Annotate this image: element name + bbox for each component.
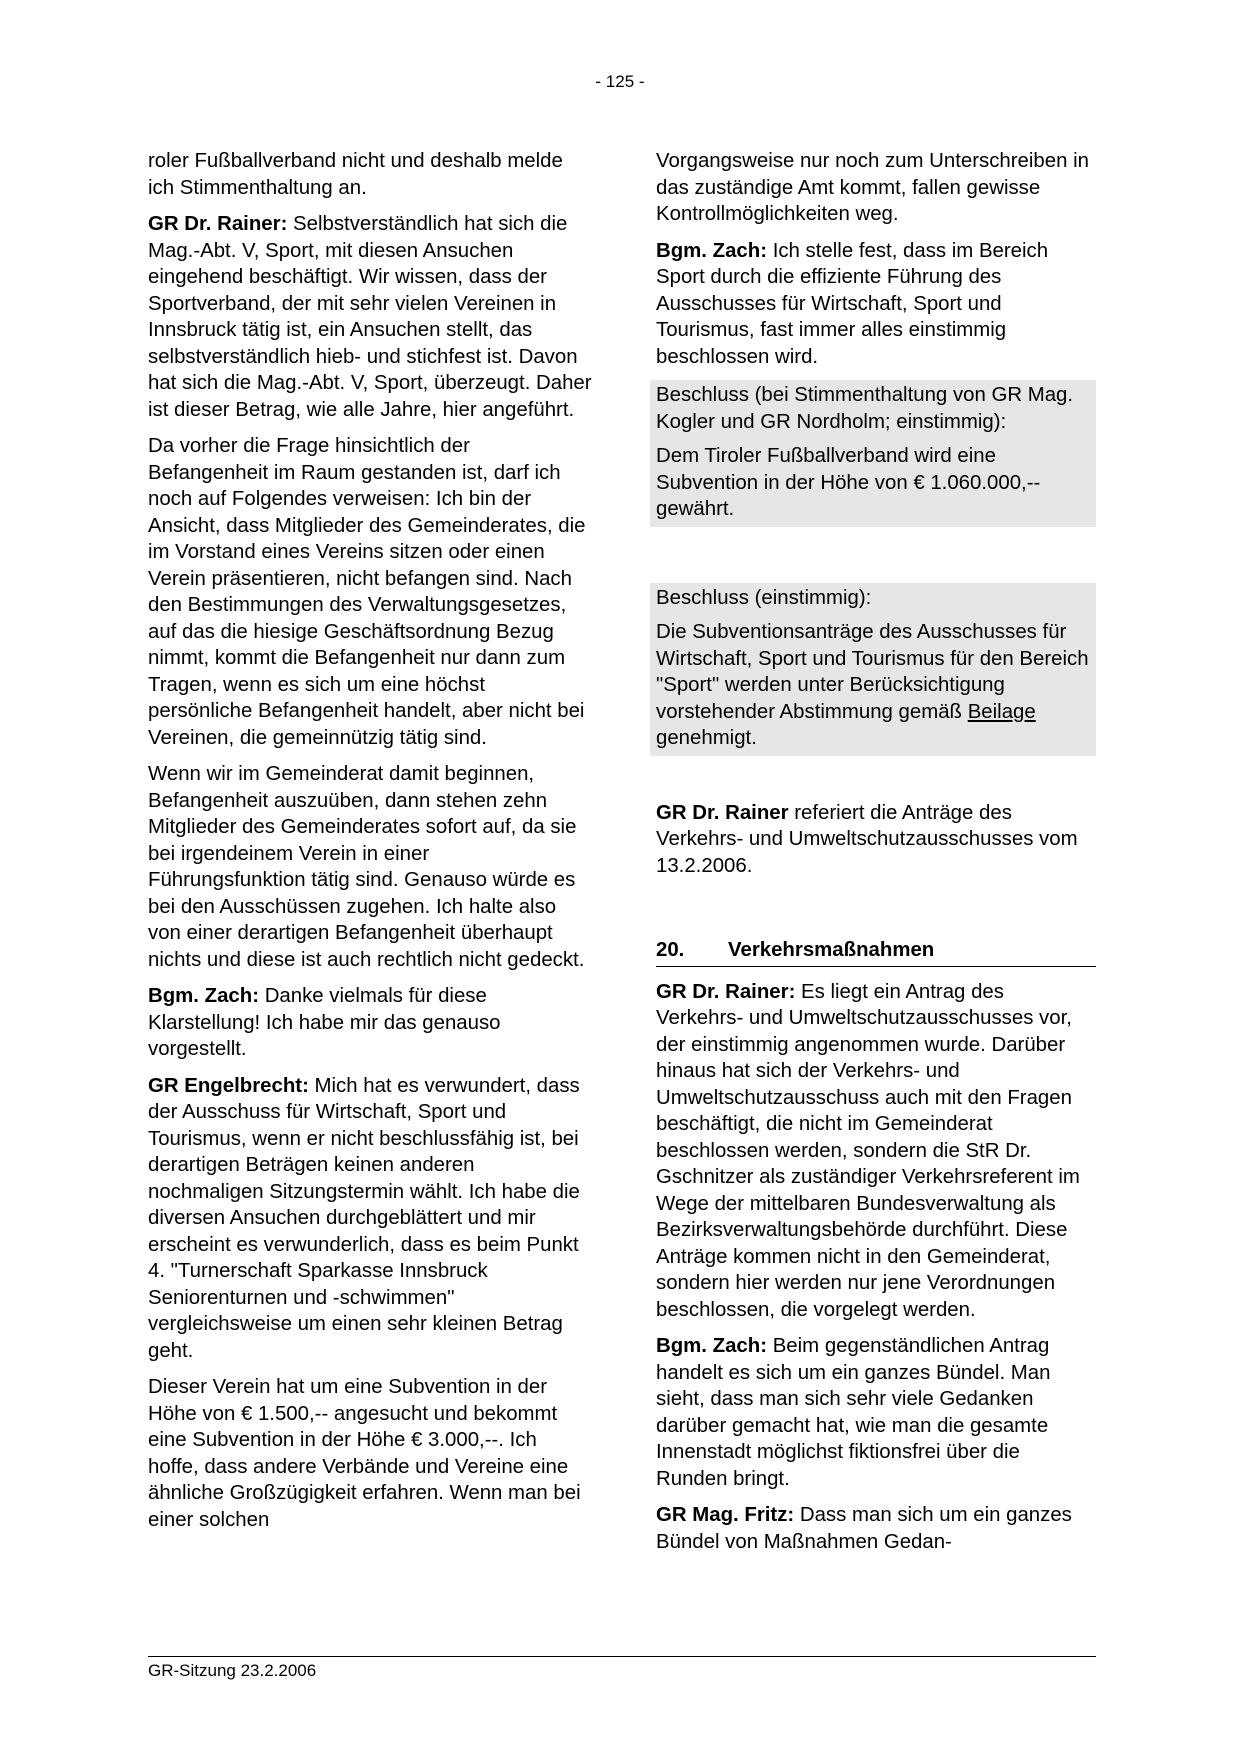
paragraph: GR Dr. Rainer referiert die Anträge des Verkehrs- und Umweltschutzausschusses vom 13.2.2006. (656, 801, 1078, 877)
paragraph: Bgm. Zach: Danke vielmals für diese Klarstellung! Ich habe mir das genauso vorgestellt. (148, 985, 501, 1060)
resolution-box (650, 583, 1096, 756)
section-number: 20. (656, 939, 685, 961)
footer-divider (148, 1656, 1096, 1657)
right-column (656, 148, 1096, 1565)
paragraph: GR Engelbrecht: Mich hat es verwundert, dass der Ausschuss für Wirtschaft, Sport und Tourismus, wenn er nicht beschlussfähig ist, bei derartigen Beträgen keinen anderen nochmaligen Sitzungstermin wählt. Ich habe die diversen Ansuchen durchgeblättert und mir erscheint es verwunderlich, dass es beim Punkt 4. "Turnerschaft Sparkasse Innsbruck Seniorenturnen und -schwimmen" vergleichsweise um einen sehr kleinen Betrag geht. (148, 1074, 580, 1362)
speaker-name: GR Dr. Rainer: (656, 980, 796, 1003)
resolution-title: Beschluss (einstimmig): (656, 586, 872, 609)
paragraph: roler Fußballverband nicht und deshalb melde ich Stimmenthaltung an. (148, 150, 563, 199)
speaker-name: Bgm. Zach: (148, 985, 260, 1007)
resolution-box (650, 380, 1096, 527)
speaker-name: GR Dr. Rainer (656, 801, 789, 824)
paragraph: Vorgangsweise nur noch zum Unterschreiben in das zuständige Amt kommt, fallen gewisse Kontrollmöglichkeiten weg. (656, 150, 1089, 225)
speaker-name: GR Engelbrecht: (148, 1074, 309, 1097)
paragraph: Wenn wir im Gemeinderat damit beginnen, Befangenheit auszuüben, dann stehen zehn Mitglieder des Gemeinderates sofort auf, da sie bei irgendeinem Verein in einer Führungsfunktion tätig sind. Genauso würde es bei den Ausschüssen zugehen. Ich halte also von einer derartigen Befangenheit überhaupt nichts und diese ist auch rechtlich nicht gedeckt. (148, 763, 585, 971)
page-number: - 125 - (595, 72, 645, 91)
section-heading (656, 937, 1096, 967)
speaker-name: GR Dr. Rainer: (148, 213, 288, 235)
beilage-link[interactable]: Beilage (967, 700, 1036, 723)
paragraph: GR Mag. Fritz: Dass man sich um ein ganzes Bündel von Maßnahmen Gedan- (656, 1504, 1072, 1553)
speaker-name: Bgm. Zach: (656, 1335, 768, 1357)
paragraph: GR Dr. Rainer: Es liegt ein Antrag des Verkehrs- und Umweltschutzausschusses vor, der einstimmig angenommen wurde. Darüber hinaus hat sich der Verkehrs- und Umweltschutzausschuss auch mit den Fragen beschäftigt, die nicht im Gemeinderat beschlossen werden, sondern die StR Dr. Gschnitzer als zuständiger Verkehrsreferent im Wege der mittelbaren Bundesverwaltung als Bezirksverwaltungsbehörde durchführt. Diese Anträge kommen nicht in den Gemeinderat, sondern hier werden nur jene Verordnungen beschlossen, die vorgelegt werden. (656, 980, 1080, 1321)
left-column (148, 148, 592, 1543)
resolution-text: Die Subventionsanträge des Ausschusses für Wirtschaft, Sport und Tourismus für den Bereich "Sport" werden unter Berücksichtigung vorstehender Abstimmung gemäß Beilage genehmigt. (656, 621, 1089, 749)
section-title: Verkehrsmaßnahmen (728, 939, 935, 961)
paragraph: Bgm. Zach: Beim gegenständlichen Antrag handelt es sich um ein ganzes Bündel. Man sieht, dass man sich sehr viele Gedanken darüber gemacht hat, wie man die gesamte Innenstadt möglichst fiktionsfrei über die Runden bringt. (656, 1335, 1051, 1490)
paragraph: Da vorher die Frage hinsichtlich der Befangenheit im Raum gestanden ist, darf ich noch auf Folgendes verweisen: Ich bin der Ansicht, dass Mitglieder des Gemeinderates, die im Vorstand eines Vereins sitzen oder einen Verein präsentieren, nicht befangen sind. Nach den Bestimmungen des Verwaltungsgesetzes, auf das die hiesige Geschäftsordnung Bezug nimmt, kommt die Befangenheit nur dann zum Tragen, wenn es sich um eine höchst persönliche Befangenheit handelt, aber nicht bei Vereinen, die gemeinnützig tätig sind. (148, 435, 586, 749)
resolution-text: Dem Tiroler Fußballverband wird eine Subvention in der Höhe von € 1.060.000,-- gewährt. (656, 445, 1041, 520)
paragraph: Dieser Verein hat um eine Subvention in der Höhe von € 1.500,-- angesucht und bekommt eine Subvention in der Höhe € 3.000,--. Ich hoffe, dass andere Verbände und Vereine eine ähnliche Großzügigkeit erfahren. Wenn man bei einer solchen (148, 1376, 581, 1531)
footer: GR-Sitzung 23.2.2006 (148, 1661, 317, 1680)
speaker-name: GR Mag. Fritz: (656, 1504, 795, 1526)
paragraph: GR Dr. Rainer: Selbstverständlich hat sich die Mag.-Abt. V, Sport, mit diesen Ansuchen eingehend beschäftigt. Wir wissen, dass der Sportverband, der mit sehr vielen Vereinen in Innsbruck tätig ist, ein Ansuchen stellt, das selbstverständlich hieb- und stichfest ist. Davon hat sich die Mag.-Abt. V, Sport, überzeugt. Daher ist dieser Betrag, wie alle Jahre, hier angeführt. (148, 213, 592, 421)
resolution-title: Beschluss (bei Stimmenthaltung von GR Mag. Kogler und GR Nordholm; einstimmig): (656, 384, 1074, 433)
speaker-name: Bgm. Zach: (656, 239, 768, 262)
paragraph: Bgm. Zach: Ich stelle fest, dass im Bereich Sport durch die effiziente Führung des Ausschusses für Wirtschaft, Sport und Tourismus, fast immer alles einstimmig beschlossen wird. (656, 239, 1049, 368)
